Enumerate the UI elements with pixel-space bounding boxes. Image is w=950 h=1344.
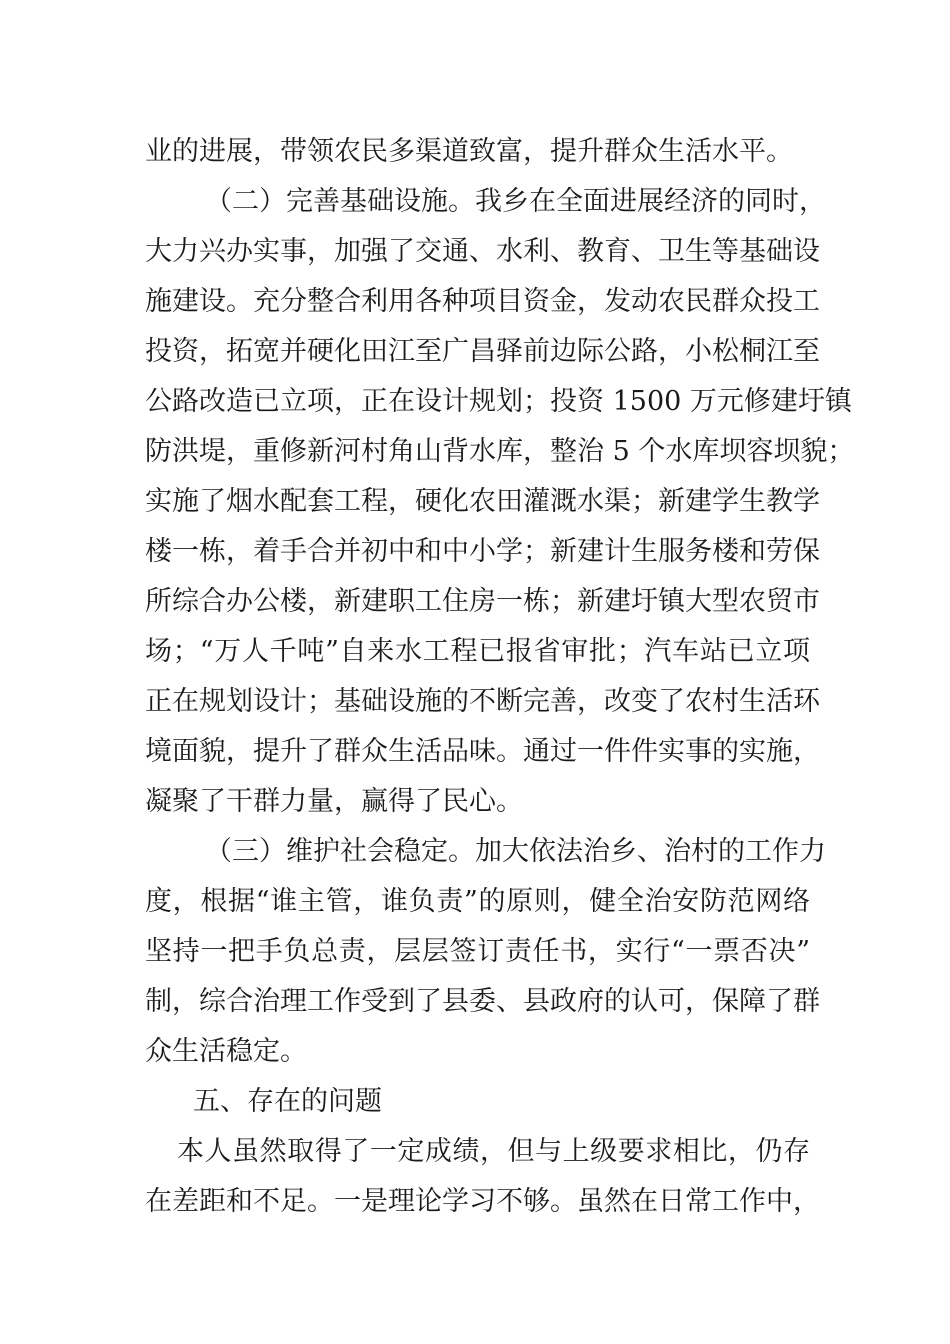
text-line-4: 施建设。充分整合利用各种项目资金，发动农民群众投工: [145, 286, 820, 317]
text-line-6: 公路改造已立项，正在设计规划；投资 1500 万元修建圩镇: [145, 386, 852, 417]
section-heading: 五、存在的问题: [193, 1086, 382, 1117]
text-line-5: 投资，拓宽并硬化田江至广昌驿前边际公路，小松桐江至: [145, 336, 820, 367]
text-line-16: 度，根据“谁主管，谁负责”的原则，健全治安防范网络: [145, 886, 810, 917]
text-line-9: 楼一栋，着手合并初中和中小学；新建计生服务楼和劳保: [145, 536, 820, 567]
text-line-22: 在差距和不足。一是理论学习不够。虽然在日常工作中，: [145, 1186, 820, 1217]
text-line-2: （二）完善基础设施。我乡在全面进展经济的同时，: [205, 186, 826, 217]
text-line-18: 制，综合治理工作受到了县委、县政府的认可，保障了群: [145, 986, 820, 1017]
text-line-19: 众生活稳定。: [145, 1036, 307, 1067]
text-line-7: 防洪堤，重修新河村角山背水库，整治 5 个水库坝容坝貌；: [145, 436, 855, 467]
text-line-11: 场；“万人千吨”自来水工程已报省审批；汽车站已立项: [145, 636, 810, 667]
text-line-17: 坚持一把手负总责，层层签订责任书，实行“一票否决”: [145, 936, 810, 967]
text-line-12: 正在规划设计；基础设施的不断完善，改变了农村生活环: [145, 686, 820, 717]
text-line-1: 业的进展，带领农民多渠道致富，提升群众生活水平。: [145, 136, 793, 167]
text-line-21: 本人虽然取得了一定成绩，但与上级要求相比，仍存: [177, 1136, 810, 1167]
text-line-10: 所综合办公楼，新建职工住房一栋；新建圩镇大型农贸市: [145, 586, 820, 617]
text-line-15: （三）维护社会稳定。加大依法治乡、治村的工作力: [205, 836, 826, 867]
text-line-14: 凝聚了干群力量，赢得了民心。: [145, 786, 523, 817]
text-line-13: 境面貌，提升了群众生活品味。通过一件件实事的实施，: [145, 736, 820, 767]
text-line-8: 实施了烟水配套工程，硬化农田灌溉水渠；新建学生教学: [145, 486, 820, 517]
text-line-3: 大力兴办实事，加强了交通、水利、教育、卫生等基础设: [145, 236, 820, 267]
